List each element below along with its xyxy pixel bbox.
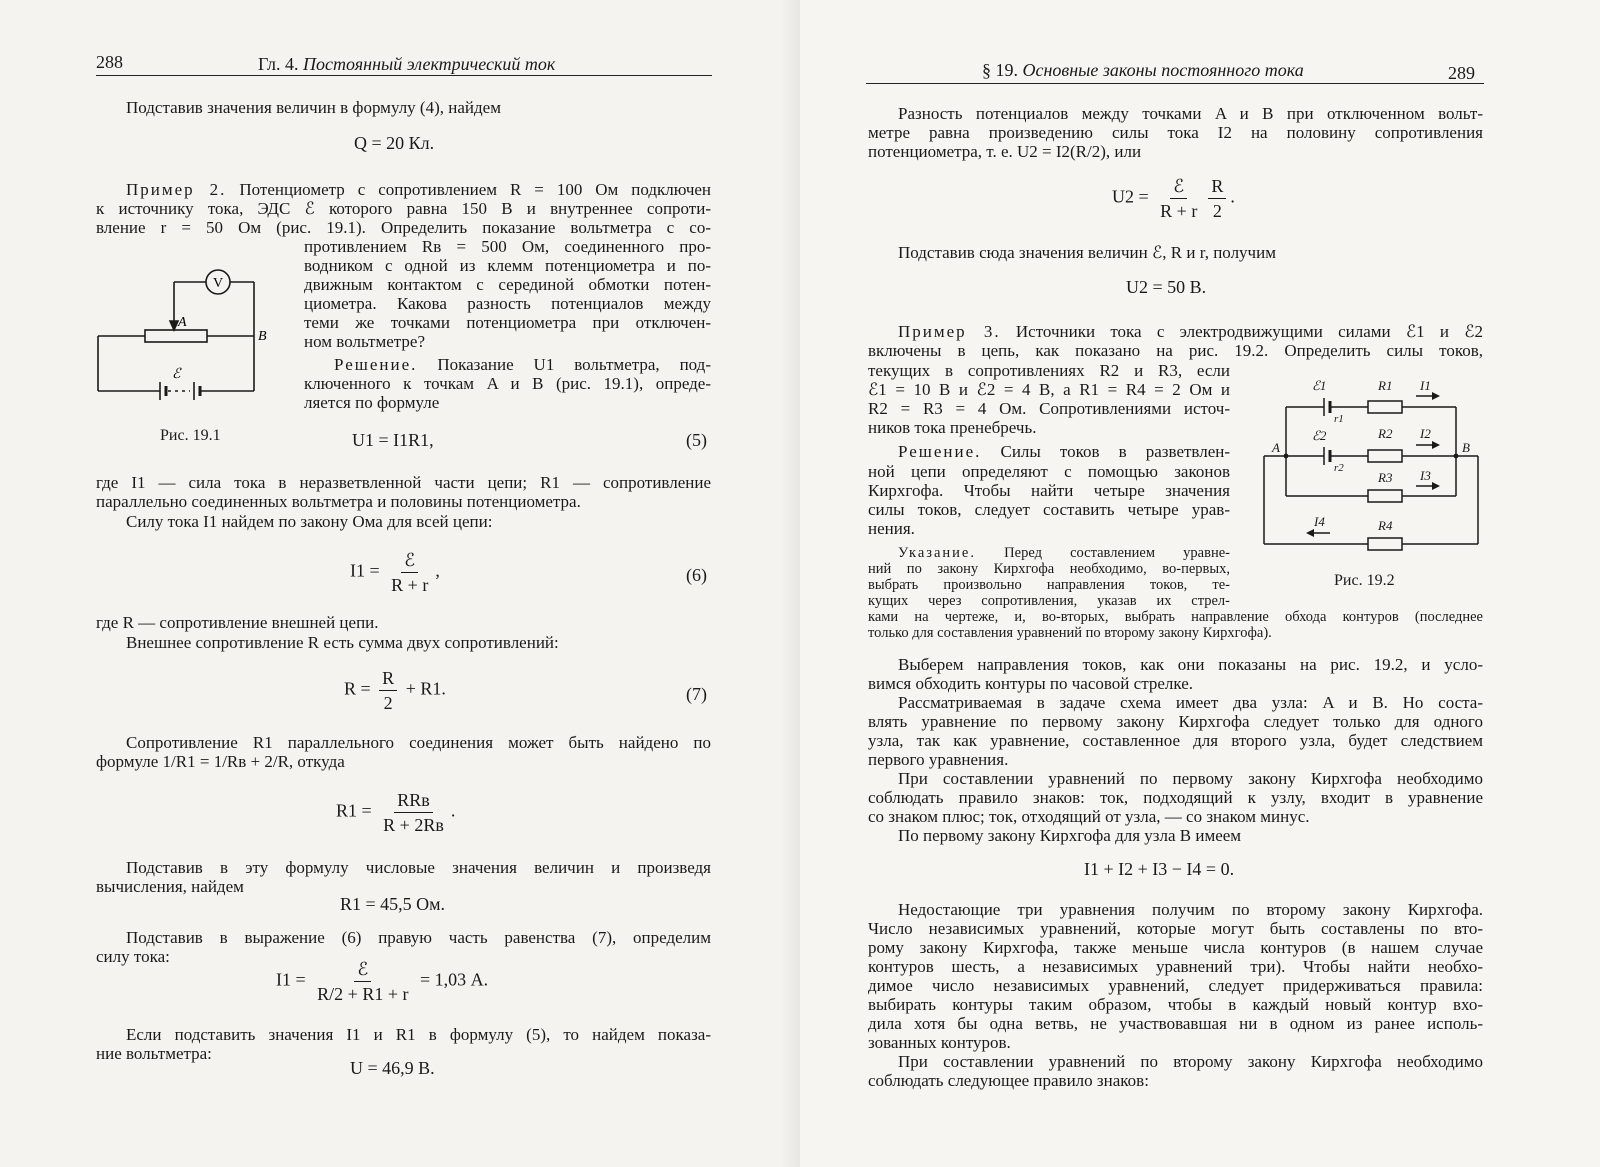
text-line: соблюдать правило знаков: ток, подходящий к узлу, входит в уравнение [868, 788, 1483, 807]
text-line: Подставив в выражение (6) правую часть равенства (7), определим [126, 928, 711, 947]
R2-label: R2 [1378, 426, 1393, 441]
I4-label: I4 [1314, 514, 1325, 529]
text-line: Кирхгофа. Чтобы найти четыре значения [868, 481, 1230, 500]
text-line: Подставив значения величин в формулу (4), найдем [126, 98, 501, 117]
I1-label: I1 [1420, 378, 1431, 393]
equation-number: (5) [686, 430, 707, 450]
potentiometer [145, 330, 207, 342]
text-line: При составлении уравнений по первому закону Кирхгофа необходимо [898, 769, 1483, 788]
text-line: потенциометра, т. е. U2 = I2(R/2), или [868, 142, 1142, 161]
running-header [258, 54, 555, 75]
text-line: где R — сопротивление внешней цепи. [96, 613, 379, 632]
text-line: силы токов, следует составить четыре урав- [868, 500, 1230, 519]
text-line: соблюдать следующее правило знаков: [868, 1071, 1149, 1090]
text-line: Недостающие три уравнения получим по второму закону Кирхгофа. [898, 900, 1483, 919]
text-line: ляется по формуле [304, 393, 440, 412]
text-line: вычисления, найдем [96, 877, 244, 896]
r1-small-label: r1 [1334, 413, 1344, 425]
e1-label: ℰ1 [1312, 378, 1327, 393]
equation-kirchhoff-1: I1 + I2 + I3 − I4 = 0. [1084, 859, 1235, 879]
voltmeter-label: V [212, 276, 224, 291]
text-line: к источнику тока, ЭДС ℰ которого равна 150 В и внутреннее сопроти- [96, 199, 711, 218]
header-title: Основные законы постоянного тока [1022, 60, 1304, 80]
text-line: нения. [868, 519, 915, 538]
text-line: выбрать произвольно направления токов, те- [868, 577, 1230, 593]
text-line: Число независимых уравнений, которые могут быть составлены по вто- [868, 919, 1483, 938]
figure-19-2-circuit [1256, 370, 1488, 560]
text-line: текущих в сопротивлениях R2 и R3, если [868, 361, 1230, 380]
equation-number: (7) [686, 684, 707, 704]
equation-q: Q = 20 Кл. [354, 133, 435, 153]
figure-19-1-circuit [90, 260, 280, 410]
example-label: Пример 2. [126, 180, 227, 199]
equation-r1: R1 = $\frac{\text{RRв}}{R + 2Rв}$ . [336, 790, 456, 835]
solution-line: Решение. Показание U1 вольтметра, под- [334, 355, 711, 374]
hint-line: Указание. Перед составлением уравне- [898, 545, 1230, 561]
text-line: циометра. Какова разность потенциалов между [304, 294, 711, 313]
example-label: Пример 3. [898, 322, 1001, 341]
text-line: ℰ1 = 10 В и ℰ2 = 4 В, а R1 = R4 = 2 Ом и [868, 380, 1230, 399]
I3-label: I3 [1420, 468, 1431, 483]
emf-label: ℰ [172, 367, 181, 382]
text-line: первого уравнения. [868, 750, 1009, 769]
text-line: только для составления уравнений по второму закону Кирхгофа). [868, 625, 1272, 641]
text-line: При составлении уравнений по второму закону Кирхгофа необходимо [898, 1052, 1483, 1071]
solution-line: Решение. Силы токов в разветвлен- [898, 442, 1231, 461]
text-line: теми же точками потенциометра при отключен- [304, 313, 711, 332]
equation-5: U1 = I1R1, [352, 430, 434, 450]
equation-i1: I1 = $\frac{\text{ℰ}}{R/2 + R1 + r}$ = 1,03 А. [276, 959, 489, 1004]
R3-label: R3 [1378, 470, 1393, 485]
text-line: метре равна произведению силы тока I2 на половину сопротивления [868, 123, 1483, 142]
text-line: включены в цепь, как показано на рис. 19.2. Определить силы токов, [868, 341, 1483, 360]
header-chapter: Гл. 4. [258, 54, 299, 74]
text-line: R2 = R3 = 4 Ом. Сопротивлениями источ- [868, 399, 1230, 418]
text-line: зованных контуров. [868, 1033, 1011, 1052]
text-line: ной цепи определяют с помощью законов [868, 462, 1230, 481]
e2-label: ℰ2 [1312, 428, 1327, 443]
solution-label: Решение. [898, 442, 982, 461]
node-a-label: A [1272, 440, 1280, 455]
text-line: ном вольтметре? [304, 332, 426, 351]
text-line: со знаком плюс; ток, отходящий от узла, — со знаком минус. [868, 807, 1310, 826]
node-b-label: B [1462, 440, 1470, 455]
text-line: Если подставить значения I1 и R1 в формулу (5), то найдем показа- [126, 1025, 711, 1044]
text-line: ние вольтметра: [96, 1044, 212, 1063]
text-line: узла, так как уравнение, составленное для второго узла, будет следствием [868, 731, 1483, 750]
equation-u2: U2 = $\frac{\text{ℰ}}{R + r}$ $\frac{R}{2}$ . [1112, 176, 1235, 221]
text-line: рому закону Кирхгофа, также меньше числа контуров (в нашем случае [868, 938, 1483, 957]
text-line: вимся обходить контуры по часовой стрелке. [868, 674, 1194, 693]
text-line: ключенного к точкам A и B (рис. 19.1), опреде- [304, 374, 711, 393]
hint-label: Указание. [898, 545, 976, 561]
point-a-label: A [178, 315, 187, 330]
text-line: димое число независимых уравнений, следует придерживаться правила: [868, 976, 1483, 995]
text-line: Сопротивление R1 параллельного соединения может быть найдено по [126, 733, 711, 752]
figure-caption: Рис. 19.2 [1334, 572, 1395, 589]
equation-7: R = $\frac{R}{2}$ + R1. [344, 668, 446, 713]
text-line: контуров шесть, а независимых уравнений три). Чтобы найти необхо- [868, 957, 1483, 976]
fraction: $\frac{R}{2}$ [1208, 176, 1226, 221]
fraction: $\frac{\text{ℰ}}{R/2 + R1 + r}$ [317, 959, 409, 1004]
text-line: Подставив в эту формулу числовые значения величин и произведя [126, 858, 711, 877]
text-line: Подставив сюда значения величин ℰ, R и r, получим [898, 243, 1276, 262]
text-line: ний по закону Кирхгофа необходимо, во-первых, [868, 561, 1230, 577]
example-2-line: Пример 2. Потенциометр с сопротивлением R = 100 Ом подключен [126, 180, 712, 199]
solution-label: Решение. [334, 355, 418, 374]
text-line: ников тока пренебречь. [868, 418, 1037, 437]
r2-small-label: r2 [1334, 462, 1344, 474]
text-line: где I1 — сила тока в неразветвленной части цепи; R1 — сопротивление [96, 473, 711, 492]
text-line: водником с одной из клемм потенциометра и по- [304, 256, 711, 275]
text-line: вление r = 50 Ом (рис. 19.1). Определить показание вольтметра с со- [96, 218, 711, 237]
fraction: $\frac{R}{2}$ [379, 668, 397, 713]
header-section: § 19. [982, 60, 1018, 80]
header-rule [96, 75, 712, 76]
text-line: влять уравнение по первому закону Кирхгофа следует только для одного [868, 712, 1483, 731]
point-b-label: B [258, 329, 267, 344]
text-line: выбирать контуры таким образом, чтобы в каждый новый контур вхо- [868, 995, 1483, 1014]
page-number: 289 [1448, 63, 1475, 83]
text-line: Рассматриваемая в задаче схема имеет два узла: A и B. Но соста- [898, 693, 1483, 712]
text-line: формуле 1/R1 = 1/Rв + 2/R, откуда [96, 752, 345, 771]
header-title: Постоянный электрический ток [303, 54, 556, 74]
figure-caption: Рис. 19.1 [160, 427, 221, 444]
text-line: противлением Rв = 500 Ом, соединенного про- [304, 237, 711, 256]
fraction: $\frac{\text{ℰ}}{R + r}$ [1160, 176, 1198, 221]
equation-r1-value: R1 = 45,5 Ом. [340, 894, 446, 914]
fraction: $\frac{\text{RRв}}{R + 2Rв}$ [383, 790, 444, 835]
text-line: силу тока: [96, 947, 170, 966]
equation-u2-value: U2 = 50 В. [1126, 277, 1207, 297]
header-rule [866, 83, 1484, 84]
text-line: Выберем направления токов, как они показаны на рис. 19.2, и усло- [898, 655, 1483, 674]
R1-label: R1 [1378, 378, 1393, 393]
text-line: движным контактом с серединой обмотки потен- [304, 275, 711, 294]
fraction: $\frac{\text{ℰ}}{R + r}$ [391, 550, 429, 595]
page-number: 288 [96, 52, 123, 72]
equation-number: (6) [686, 565, 707, 585]
R4-label: R4 [1378, 518, 1393, 533]
text-line: дила хотя бы одна ветвь, не участвовавшая ни в одном из ранее исполь- [868, 1014, 1483, 1033]
I2-label: I2 [1420, 426, 1431, 441]
text-line: Силу тока I1 найдем по закону Ома для всей цепи: [126, 512, 493, 531]
text-line: параллельно соединенных вольтметра и половины потенциометра. [96, 492, 581, 511]
text-line: ками на чертеже, и, во-вторых, выбрать направление обхода контуров (последнее [868, 609, 1483, 625]
right-page [800, 0, 1600, 1167]
text-line: Внешнее сопротивление R есть сумма двух сопротивлений: [126, 633, 559, 652]
equation-u: U = 46,9 В. [350, 1058, 435, 1078]
text-line: По первому закону Кирхгофа для узла B имеем [898, 826, 1242, 845]
running-header [982, 60, 1304, 81]
text-line: Разность потенциалов между точками A и B при отключенном вольт- [898, 104, 1483, 123]
text-line: кущих через сопротивления, указав их стрел- [868, 593, 1230, 609]
equation-6: I1 = $\frac{\text{ℰ}}{R + r}$ , [350, 550, 440, 595]
example-3-line: Пример 3. Источники тока с электродвижущими силами ℰ1 и ℰ2 [898, 322, 1483, 341]
